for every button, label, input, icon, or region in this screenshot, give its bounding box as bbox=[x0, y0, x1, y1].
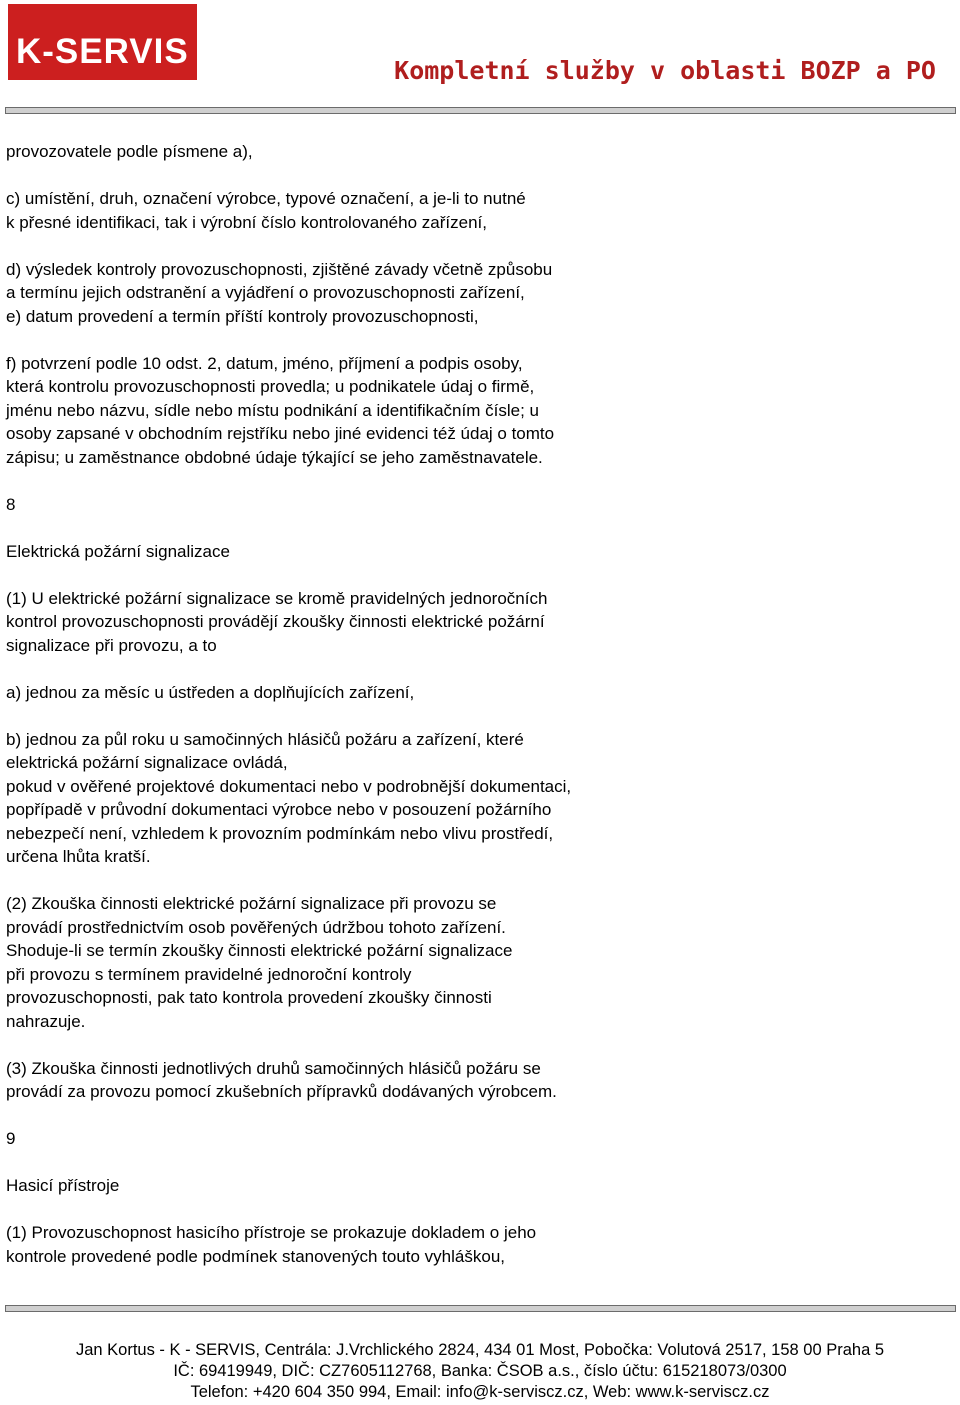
header-tagline: Kompletní služby v oblasti BOZP a PO bbox=[394, 56, 936, 85]
paragraph: (2) Zkouška činnosti elektrické požární signalizace při provozu se provádí prostřednictvím osob pověřených údržbou tohoto zařízení. Shoduje-li se termín zkoušky činnosti elektrické požární signalizace při provozu s termínem pravidelné jednoroční kontroly provozuschopnosti, pak tato kontrola provedení zkoušky činnosti nahrazuje. bbox=[6, 894, 513, 1031]
document-body bbox=[6, 140, 906, 1268]
paragraph: (1) U elektrické požární signalizace se kromě pravidelných jednoročních kontrol provozuschopnosti provádějí zkoušky činnosti elektrické požární signalizace při provozu, a to bbox=[6, 588, 548, 655]
logo-text: K-SERVIS bbox=[16, 32, 189, 71]
section-title: Elektrická požární signalizace bbox=[6, 541, 230, 561]
footer-ids: IČ: 69419949, DIČ: CZ7605112768, Banka: ČSOB a.s., číslo účtu: 615218073/0300 bbox=[173, 1362, 787, 1380]
paragraph: d) výsledek kontroly provozuschopnosti, zjištěné závady včetně způsobu a termínu jejich odstranění a vyjádření o provozuschopnosti zařízení, e) datum provedení a termín příští kontroly provozuschopnosti, bbox=[6, 259, 553, 326]
section-heading: 8 bbox=[6, 494, 16, 514]
paragraph: (1) Provozuschopnost hasicího přístroje se prokazuje dokladem o jeho kontrole provedené podle podmínek stanovených touto vyhláškou, bbox=[6, 1223, 537, 1266]
header-divider bbox=[5, 107, 956, 114]
company-logo bbox=[8, 4, 197, 80]
paragraph: b) jednou za půl roku u samočinných hlásičů požáru a zařízení, které elektrická požární signalizace ovládá, pokud v ověřené projektové dokumentaci nebo v podrobnější dokumentaci, popřípadě v průvodní dokumentaci výrobce nebo v posouzení požárního nebezpečí není, vzhledem k provozním podmínkám nebo vlivu prostředí, určena lhůta kratší. bbox=[6, 729, 572, 866]
section-heading: 9 bbox=[6, 1129, 16, 1148]
paragraph: f) potvrzení podle 10 odst. 2, datum, jméno, příjmení a podpis osoby, která kontrolu provozuschopnosti provedla; u podnikatele údaj o firmě, jménu nebo názvu, sídle nebo místu podnikání a identifikačním čísle; u osoby zapsané v obchodním rejstříku nebo jiné evidenci též údaj o tomto zápisu; u zaměstnance obdobné údaje týkající se jeho zaměstnavatele. bbox=[6, 353, 555, 467]
paragraph: provozovatele podle písmene a), bbox=[6, 142, 253, 161]
section-title: Hasicí přístroje bbox=[6, 1176, 120, 1195]
page-footer bbox=[0, 1340, 960, 1403]
paragraph: a) jednou za měsíc u ústředen a doplňujících zařízení, bbox=[6, 682, 415, 702]
footer-divider bbox=[5, 1305, 956, 1312]
paragraph: (3) Zkouška činnosti jednotlivých druhů samočinných hlásičů požáru se provádí za provozu pomocí zkušebních přípravků dodávaných výrobcem. bbox=[6, 1058, 557, 1101]
footer-address: Jan Kortus - K - SERVIS, Centrála: J.Vrchlického 2824, 434 01 Most, Pobočka: Volutová 2517, 158 00 Praha 5 bbox=[75, 1341, 885, 1359]
paragraph: c) umístění, druh, označení výrobce, typové označení, a je-li to nutné k přesné identifikaci, tak i výrobní číslo kontrolovaného zařízení, bbox=[6, 189, 526, 232]
footer-contact: Telefon: +420 604 350 994, Email: info@k-serviscz.cz, Web: www.k-serviscz.cz bbox=[190, 1383, 770, 1401]
